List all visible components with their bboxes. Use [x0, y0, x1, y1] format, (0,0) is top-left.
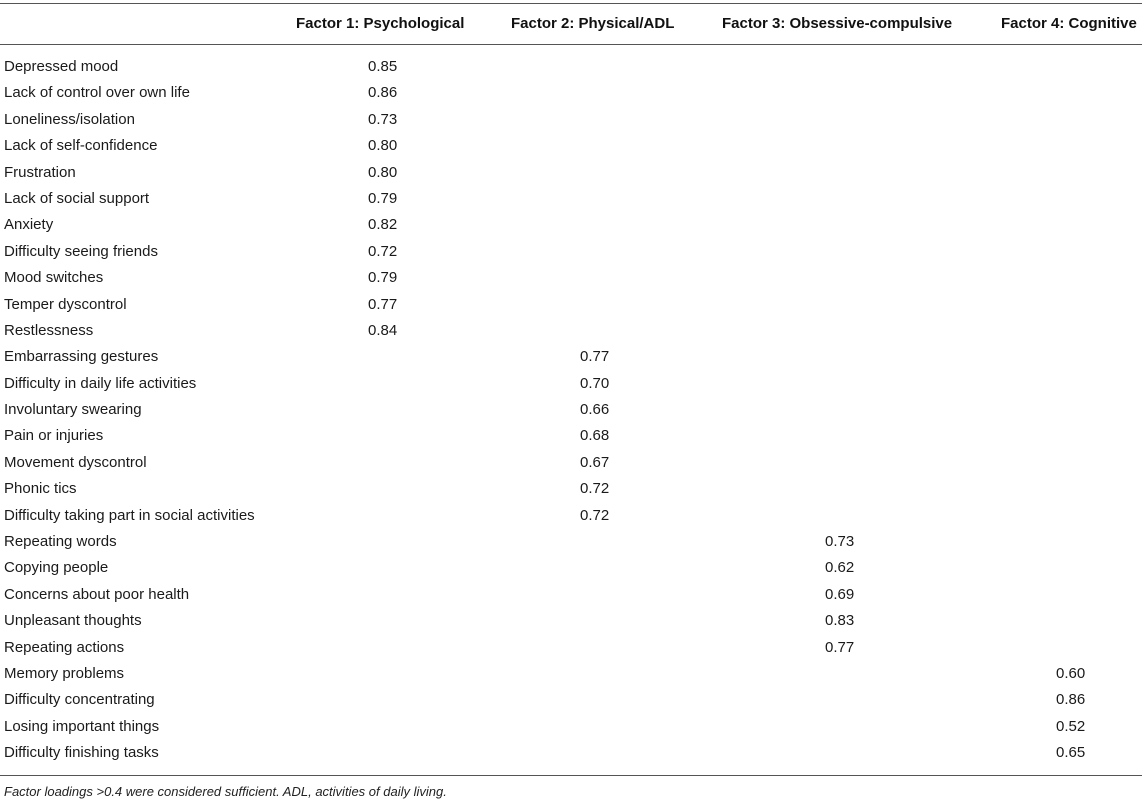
factor-2-loading: 0.77: [580, 348, 610, 366]
header-factor-3: Factor 3: Obsessive-compulsive: [722, 15, 953, 32]
factor-4-loading: 0.86: [1056, 691, 1086, 709]
table-row: [0, 582, 1142, 608]
table-row: [0, 714, 1142, 740]
table-row: [0, 344, 1142, 370]
table-row: [0, 423, 1142, 449]
table-body: [0, 54, 1142, 767]
item-label: Movement dyscontrol: [4, 453, 147, 471]
factor-2-loading: 0.67: [580, 453, 610, 471]
factor-1-loading: 0.79: [368, 189, 398, 207]
item-label: Repeating actions: [4, 638, 125, 656]
factor-3-loading: 0.83: [825, 612, 855, 630]
table-row: [0, 397, 1142, 423]
table-row: [0, 239, 1142, 265]
item-label: Copying people: [4, 559, 109, 577]
item-label: Lack of self-confidence: [4, 137, 158, 155]
table-row: [0, 608, 1142, 634]
factor-2-loading: 0.68: [580, 427, 610, 445]
item-label: Memory problems: [4, 664, 125, 682]
item-label: Repeating words: [4, 533, 117, 551]
table-header-rule: [0, 44, 1142, 45]
item-label: Unpleasant thoughts: [4, 612, 142, 630]
table-footnote: Factor loadings >0.4 were considered sufficient. ADL, activities of daily living.: [4, 784, 447, 799]
factor-3-loading: 0.62: [825, 559, 855, 577]
factor-1-loading: 0.86: [368, 84, 398, 102]
factor-3-loading: 0.77: [825, 638, 855, 656]
table-row: [0, 160, 1142, 186]
factor-1-loading: 0.72: [368, 242, 398, 260]
factor-1-loading: 0.80: [368, 137, 398, 155]
table-row: [0, 107, 1142, 133]
factor-4-loading: 0.60: [1056, 664, 1086, 682]
item-label: Phonic tics: [4, 480, 77, 498]
table-row: [0, 371, 1142, 397]
factor-1-loading: 0.79: [368, 269, 398, 287]
item-label: Difficulty taking part in social activities: [4, 506, 255, 524]
factor-1-loading: 0.77: [368, 295, 398, 313]
table-row: [0, 476, 1142, 502]
item-label: Embarrassing gestures: [4, 348, 159, 366]
item-label: Lack of social support: [4, 189, 150, 207]
item-label: Lack of control over own life: [4, 84, 190, 102]
item-label: Anxiety: [4, 216, 54, 234]
item-label: Difficulty in daily life activities: [4, 374, 197, 392]
item-label: Losing important things: [4, 717, 160, 735]
factor-1-loading: 0.73: [368, 110, 398, 128]
factor-2-loading: 0.72: [580, 480, 610, 498]
item-label: Concerns about poor health: [4, 585, 190, 603]
table-row: [0, 212, 1142, 238]
item-label: Frustration: [4, 163, 76, 181]
table-row: [0, 318, 1142, 344]
table-row: [0, 503, 1142, 529]
factor-2-loading: 0.72: [580, 506, 610, 524]
table-row: [0, 635, 1142, 661]
item-label: Difficulty concentrating: [4, 691, 155, 709]
table-row: [0, 661, 1142, 687]
table-row: [0, 54, 1142, 80]
factor-1-loading: 0.82: [368, 216, 398, 234]
table-row: [0, 529, 1142, 555]
factor-1-loading: 0.85: [368, 58, 398, 75]
item-label: Pain or injuries: [4, 427, 104, 445]
factor-4-loading: 0.65: [1056, 744, 1086, 762]
table-top-rule: [0, 3, 1142, 4]
factor-1-loading: 0.84: [368, 321, 398, 339]
item-label: Difficulty finishing tasks: [4, 744, 159, 762]
factor-3-loading: 0.73: [825, 533, 855, 551]
item-label: Involuntary swearing: [4, 401, 142, 419]
item-label: Difficulty seeing friends: [4, 242, 158, 260]
header-factor-2: Factor 2: Physical/ADL: [511, 15, 675, 32]
item-label: Restlessness: [4, 321, 94, 339]
header-factor-4: Factor 4: Cognitive: [1001, 15, 1137, 32]
factor-2-loading: 0.70: [580, 374, 610, 392]
item-label: Depressed mood: [4, 58, 119, 75]
table-row: [0, 740, 1142, 766]
item-label: Temper dyscontrol: [4, 295, 127, 313]
item-label: Mood switches: [4, 269, 104, 287]
table-row: [0, 450, 1142, 476]
factor-3-loading: 0.69: [825, 585, 855, 603]
table-row: [0, 186, 1142, 212]
factor-1-loading: 0.80: [368, 163, 398, 181]
header-factor-1: Factor 1: Psychological: [296, 15, 465, 32]
factor-2-loading: 0.66: [580, 401, 610, 419]
table-bottom-rule: [0, 775, 1142, 776]
table-row: [0, 687, 1142, 713]
factor-4-loading: 0.52: [1056, 717, 1086, 735]
table-row: [0, 265, 1142, 291]
table-row: [0, 555, 1142, 581]
item-label: Loneliness/isolation: [4, 110, 135, 128]
table-row: [0, 80, 1142, 106]
table-row: [0, 133, 1142, 159]
table-row: [0, 292, 1142, 318]
